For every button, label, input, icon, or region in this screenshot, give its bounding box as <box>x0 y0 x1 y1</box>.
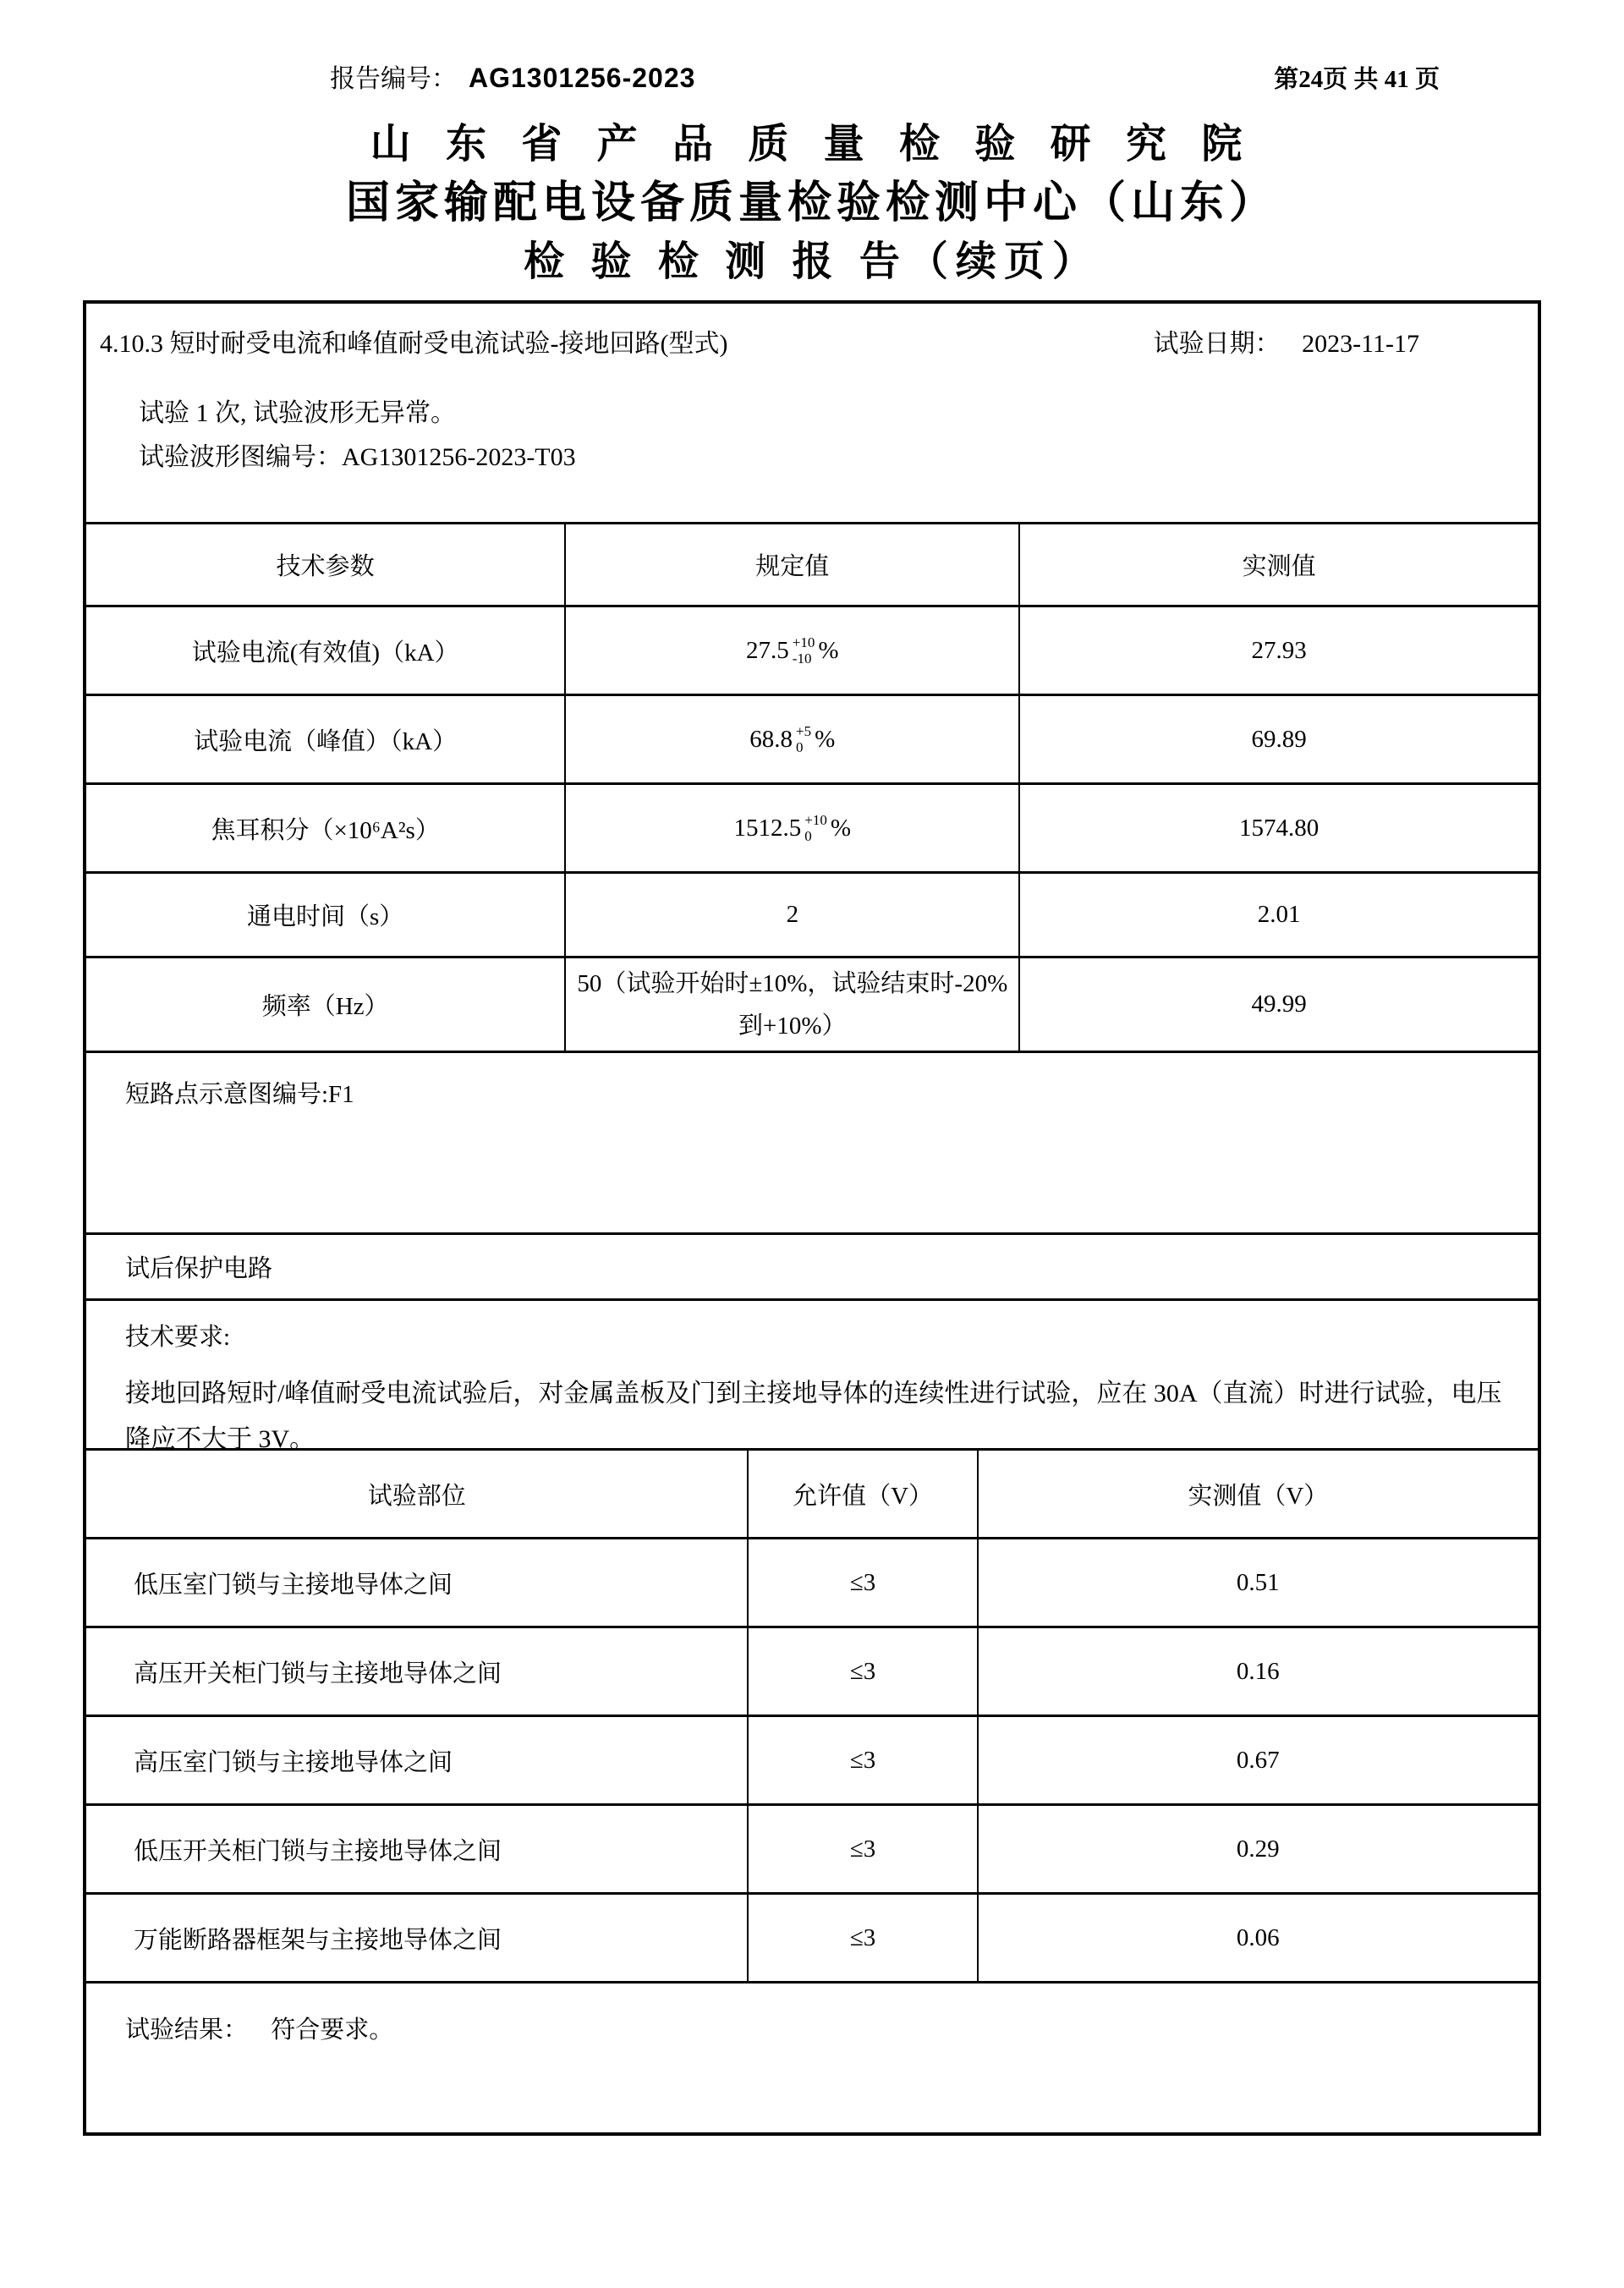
col-header-specified: 规定值 <box>565 524 1019 606</box>
table-row <box>86 1539 1538 1627</box>
col-header-allowed: 允许值（V） <box>748 1450 977 1539</box>
spec-unit: % <box>815 725 836 753</box>
col-header-measured: 实测值 <box>1019 524 1538 606</box>
param-measured: 69.89 <box>1019 695 1538 784</box>
measured-value: 0.29 <box>978 1805 1538 1894</box>
technical-requirements <box>86 1298 1538 1453</box>
test-date-label: 试验日期： <box>1153 330 1281 358</box>
spec-sup: +10 <box>792 634 815 650</box>
short-circuit-diagram-note <box>86 1053 1538 1232</box>
measured-value: 0.16 <box>978 1627 1538 1716</box>
allowed-value: ≤3 <box>748 1894 977 1983</box>
table-row <box>86 1716 1538 1805</box>
table-row <box>86 606 1538 695</box>
test-section-header <box>86 304 1538 522</box>
table-row <box>86 1894 1538 1983</box>
col-header-measured: 实测值（V） <box>978 1450 1538 1539</box>
param-measured: 2.01 <box>1019 873 1538 957</box>
table-row <box>86 1627 1538 1716</box>
spec-sup: +5 <box>796 723 812 739</box>
test-part: 万能断路器框架与主接地导体之间 <box>86 1894 748 1983</box>
param-name: 通电时间（s） <box>86 873 565 957</box>
param-name: 焦耳积分（×10⁶A²s） <box>86 784 565 873</box>
measured-value: 0.51 <box>978 1539 1538 1627</box>
center-name: 国家输配电设备质量检验检测中心（山东） <box>345 178 1278 228</box>
param-spec: 50（试验开始时±10%，试验结束时-20%到+10%） <box>565 957 1019 1052</box>
table-header-row <box>86 524 1538 606</box>
institute-name: 山 东 省 产 品 质 量 检 验 研 究 院 <box>370 122 1254 167</box>
table-header-row <box>86 1450 1538 1539</box>
col-header-test-part: 试验部位 <box>86 1450 748 1539</box>
col-header-parameter: 技术参数 <box>86 524 565 606</box>
report-body-frame <box>83 300 1541 2136</box>
test-part: 低压开关柜门锁与主接地导体之间 <box>86 1805 748 1894</box>
diagram-number-text: 短路点示意图编号:F1 <box>125 1081 354 1108</box>
title-block <box>0 117 1624 291</box>
parameters-table <box>86 522 1538 1053</box>
allowed-value: ≤3 <box>748 1716 977 1805</box>
spec-sub: -10 <box>792 650 812 667</box>
allowed-value: ≤3 <box>748 1539 977 1627</box>
spec-base: 27.5 <box>746 636 789 664</box>
test-notes <box>139 392 1521 480</box>
spec-sub: 0 <box>796 739 804 755</box>
param-spec <box>565 784 1019 873</box>
param-name: 频率（Hz） <box>86 957 565 1052</box>
report-type-title: 检 验 检 测 报 告（续页） <box>524 239 1100 284</box>
report-number-label: 报告编号： <box>330 65 457 93</box>
test-part: 高压室门锁与主接地导体之间 <box>86 1716 748 1805</box>
report-number-group <box>330 58 695 95</box>
spec-unit: % <box>830 814 852 842</box>
spec-base: 1512.5 <box>733 814 802 842</box>
param-measured: 1574.80 <box>1019 784 1538 873</box>
spec-base: 68.8 <box>749 725 793 753</box>
test-note-count: 试验 1 次, 试验波形无异常。 <box>139 399 456 427</box>
param-spec <box>565 695 1019 784</box>
allowed-value: ≤3 <box>748 1627 977 1716</box>
test-part: 高压开关柜门锁与主接地导体之间 <box>86 1627 748 1716</box>
requirements-label: 技术要求: <box>125 1324 231 1351</box>
test-date-value: 2023-11-17 <box>1302 330 1419 358</box>
param-name: 试验电流(有效值)（kA） <box>86 606 565 695</box>
test-note-waveform-id: 试验波形图编号：AG1301256-2023-T03 <box>139 443 576 471</box>
table-row <box>86 1805 1538 1894</box>
param-name: 试验电流（峰值）（kA） <box>86 695 565 784</box>
continuity-table <box>86 1448 1538 1983</box>
test-result <box>86 1983 1538 2045</box>
requirements-text: 接地回路短时/峰值耐受电流试验后，对金属盖板及门到主接地导体的连续性进行试验，应在 30A（直流）时进行试验，电压降应不大于 3V。 <box>125 1380 1502 1453</box>
param-spec: 2 <box>565 873 1019 957</box>
table-row <box>86 873 1538 957</box>
allowed-value: ≤3 <box>748 1805 977 1894</box>
post-test-label: 试后保护电路 <box>125 1255 273 1282</box>
table-row <box>86 957 1538 1052</box>
param-measured: 27.93 <box>1019 606 1538 695</box>
param-measured: 49.99 <box>1019 957 1538 1052</box>
spec-sub: 0 <box>804 828 812 844</box>
param-spec <box>565 606 1019 695</box>
table-row <box>86 784 1538 873</box>
test-part: 低压室门锁与主接地导体之间 <box>86 1539 748 1627</box>
result-text: 符合要求。 <box>271 2016 394 2044</box>
measured-value: 0.67 <box>978 1716 1538 1805</box>
test-clause-title: 4.10.3 短时耐受电流和峰值耐受电流试验-接地回路(型式) <box>100 330 728 358</box>
post-test-circuit-row <box>86 1232 1538 1298</box>
result-label: 试验结果： <box>125 2016 249 2044</box>
test-date <box>1154 322 1521 359</box>
table-row <box>86 695 1538 784</box>
report-number-value: AG1301256-2023 <box>469 63 696 93</box>
page-header <box>330 58 1440 95</box>
measured-value: 0.06 <box>978 1894 1538 1983</box>
spec-unit: % <box>818 636 839 664</box>
spec-sup: +10 <box>804 812 827 828</box>
page-count: 第24页 共 41 页 <box>1274 66 1440 93</box>
